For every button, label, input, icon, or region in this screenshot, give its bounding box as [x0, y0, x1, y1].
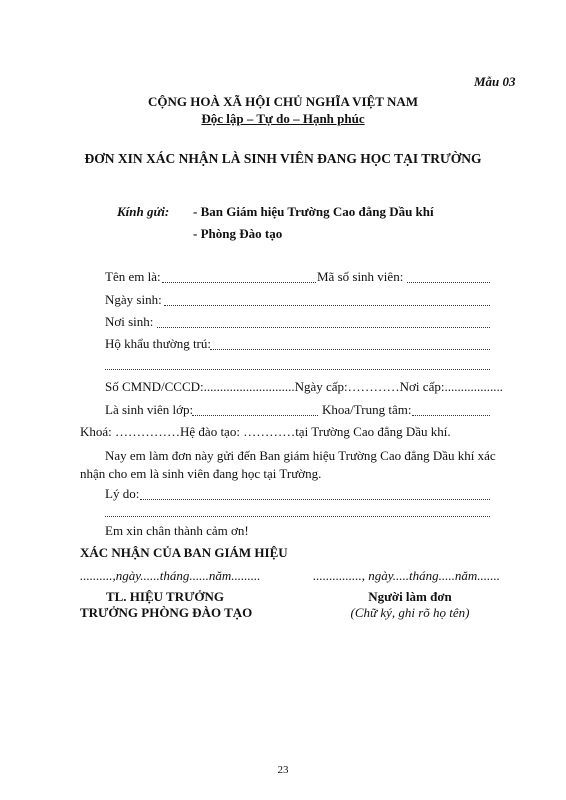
- sign-right-note: (Chữ ký, ghi rõ họ tên): [350, 605, 470, 620]
- recipient-2: - Phòng Đào tạo: [193, 226, 283, 241]
- dob-label: Ngày sinh:: [105, 292, 162, 307]
- reason-field-continued[interactable]: [105, 516, 490, 517]
- recipient-1: - Ban Giám hiệu Trường Cao đẳng Dầu khí: [193, 204, 434, 219]
- page-number: 23: [277, 764, 289, 776]
- thanks-text: Em xin chân thành cảm ơn!: [105, 523, 249, 538]
- id-line[interactable]: Số CMND/CCCD:............................Ngày cấp:…………Nơi cấp:..................: [105, 379, 503, 394]
- birthplace-label: Nơi sinh:: [105, 314, 154, 329]
- residence-label: Hộ khẩu thường trú:: [105, 336, 211, 351]
- department-field[interactable]: [412, 415, 490, 416]
- sign-right-title: Người làm đơn: [368, 589, 452, 604]
- dob-field[interactable]: [164, 305, 490, 306]
- student-id-field[interactable]: [407, 282, 490, 283]
- request-line-2: nhận cho em là sinh viên đang học tại Trường.: [80, 466, 322, 481]
- class-label: Là sinh viên lớp:: [105, 402, 194, 417]
- name-field[interactable]: [162, 282, 316, 283]
- motto-text: Độc lập – Tự do – Hạnh phúc: [201, 111, 365, 126]
- motto: [0, 111, 566, 127]
- student-id-label: Mã số sinh viên:: [317, 269, 404, 284]
- sign-left-title: TL. HIỆU TRƯỞNG: [105, 589, 225, 604]
- form-code: Mẫu 03: [474, 74, 516, 89]
- class-field[interactable]: [192, 415, 318, 416]
- nation-heading: CỘNG HOÀ XÃ HỘI CHỦ NGHĨA VIỆT NAM: [147, 94, 419, 109]
- birthplace-field[interactable]: [157, 327, 490, 328]
- name-label: Tên em là:: [105, 269, 161, 284]
- residence-field-continued[interactable]: [105, 369, 490, 370]
- course-line[interactable]: Khoá: ……………Hệ đào tạo: …………tại Trường Cao đẳng Dầu khí.: [80, 424, 451, 439]
- recipient-label: Kính gửi:: [117, 204, 170, 219]
- request-line-1: Nay em làm đơn này gửi đến Ban giám hiệu Trường Cao đẳng Dầu khí xác: [105, 448, 496, 463]
- reason-label: Lý do:: [105, 486, 140, 501]
- sign-left-subtitle: TRƯỞNG PHÒNG ĐÀO TẠO: [80, 605, 253, 620]
- date-left[interactable]: ..........,ngày......tháng......năm.........: [80, 568, 261, 583]
- reason-field[interactable]: [140, 499, 490, 500]
- page-title: ĐƠN XIN XÁC NHẬN LÀ SINH VIÊN ĐANG HỌC TẠI TRƯỜNG: [84, 151, 482, 166]
- department-label: Khoa/Trung tâm:: [322, 402, 412, 417]
- confirmation-heading: XÁC NHẬN CỦA BAN GIÁM HIỆU: [80, 545, 288, 560]
- date-right[interactable]: ..............., ngày.....tháng.....năm.......: [313, 568, 501, 583]
- residence-field[interactable]: [210, 349, 490, 350]
